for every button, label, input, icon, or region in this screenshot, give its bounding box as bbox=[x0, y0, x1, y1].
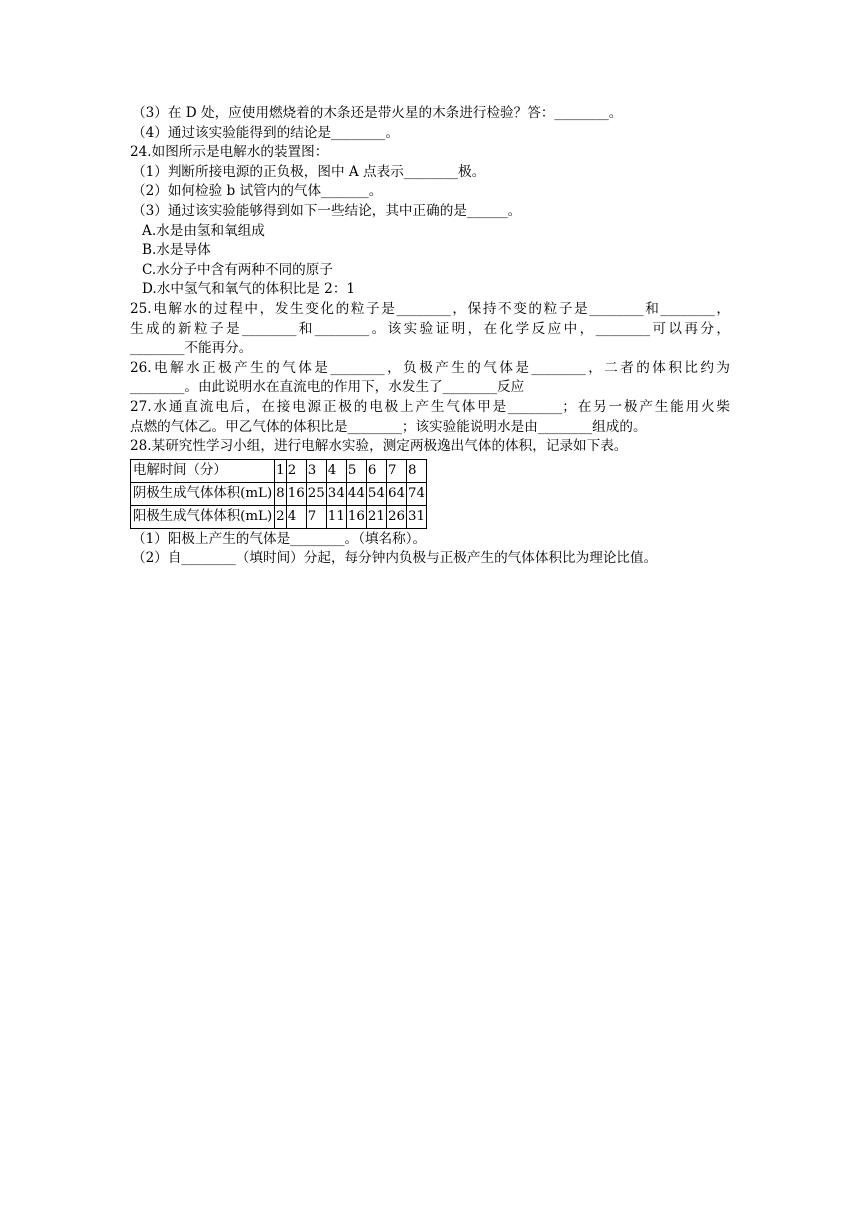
question-26-line-2: ________。由此说明水在直流电的作用下，水发生了________反应 bbox=[130, 379, 525, 396]
question-24-part-2: （2）如何检验 b 试管内的气体_______。 bbox=[132, 183, 383, 200]
table-cell: 7 bbox=[306, 505, 326, 528]
table-cell: 7 bbox=[386, 459, 406, 482]
table-cell: 11 bbox=[326, 505, 346, 528]
question-24-title: 24.如图所示是电解水的装置图： bbox=[130, 144, 329, 161]
row-header: 电解时间（分） bbox=[131, 459, 275, 482]
question-24-part-1: （1）判断所接电源的正负极，图中 A 点表示________极。 bbox=[132, 163, 486, 180]
electrolysis-data-table bbox=[130, 459, 427, 529]
table-cell: 34 bbox=[326, 482, 346, 505]
question-23-part-4: （4）通过该实验能得到的结论是________。 bbox=[132, 124, 399, 141]
option-d: D.水中氢气和氧气的体积比是 2：1 bbox=[142, 281, 356, 298]
question-25-line-1: 25.电解水的过程中，发生变化的粒子是________，保持不变的粒子是________和________， bbox=[130, 300, 730, 317]
question-26-line-1: 26.电解水正极产生的气体是________，负极产生的气体是________，二者的体积比约为 bbox=[130, 359, 730, 376]
question-27-line-1: 27.水通直流电后，在接电源正极的电极上产生气体甲是________；在另一极产生能用火柴 bbox=[130, 398, 730, 415]
table-cell: 4 bbox=[326, 459, 346, 482]
option-c: C.水分子中含有两种不同的原子 bbox=[142, 261, 333, 278]
option-a: A.水是由氢和氧组成 bbox=[142, 222, 265, 239]
row-header: 阴极生成气体体积(mL) bbox=[131, 482, 275, 505]
table-cell: 26 bbox=[386, 505, 406, 528]
table-cell: 74 bbox=[406, 482, 426, 505]
table-cell: 2 bbox=[286, 459, 306, 482]
question-28-part-2: （2）自________（填时间）分起，每分钟内负极与正极产生的气体体积比为理论比值。 bbox=[132, 550, 658, 567]
table-cell: 64 bbox=[386, 482, 406, 505]
question-27-line-2: 点燃的气体乙。甲乙气体的体积比是________；该实验能说明水是由________组成的。 bbox=[130, 418, 647, 435]
table-cell: 31 bbox=[406, 505, 426, 528]
table-cell: 2 bbox=[275, 505, 287, 528]
table-cell: 3 bbox=[306, 459, 326, 482]
question-28-part-1: （1）阳极上产生的气体是________。（填名称）。 bbox=[132, 530, 427, 547]
table-cell: 5 bbox=[346, 459, 366, 482]
question-24-part-3: （3）通过该实验能够得到如下一些结论，其中正确的是______。 bbox=[132, 202, 522, 219]
table-cell: 16 bbox=[346, 505, 366, 528]
row-header: 阳极生成气体体积(mL) bbox=[131, 505, 275, 528]
table-cell: 4 bbox=[286, 505, 306, 528]
table-cell: 16 bbox=[286, 482, 306, 505]
question-25-line-3: ________不能再分。 bbox=[130, 340, 253, 357]
question-23-part-3: （3）在 D 处，应使用燃烧着的木条还是带火星的木条进行检验？答：________。 bbox=[132, 105, 623, 121]
worksheet bbox=[130, 104, 730, 569]
table-cell: 8 bbox=[406, 459, 426, 482]
table-cell: 8 bbox=[275, 482, 287, 505]
table-cell: 21 bbox=[366, 505, 386, 528]
table-row bbox=[131, 505, 427, 528]
table-cell: 54 bbox=[366, 482, 386, 505]
table-cell: 44 bbox=[346, 482, 366, 505]
table-row bbox=[131, 459, 427, 482]
question-28-intro: 28.某研究性学习小组，进行电解水实验，测定两极逸出气体的体积，记录如下表。 bbox=[130, 438, 628, 455]
question-25-line-2: 生成的新粒子是________和________。该实验证明，在化学反应中，________可以再分， bbox=[130, 320, 730, 337]
option-b: B.水是导体 bbox=[142, 242, 211, 259]
table-cell: 6 bbox=[366, 459, 386, 482]
table-cell: 25 bbox=[306, 482, 326, 505]
table-row bbox=[131, 482, 427, 505]
table-cell: 1 bbox=[275, 459, 287, 482]
